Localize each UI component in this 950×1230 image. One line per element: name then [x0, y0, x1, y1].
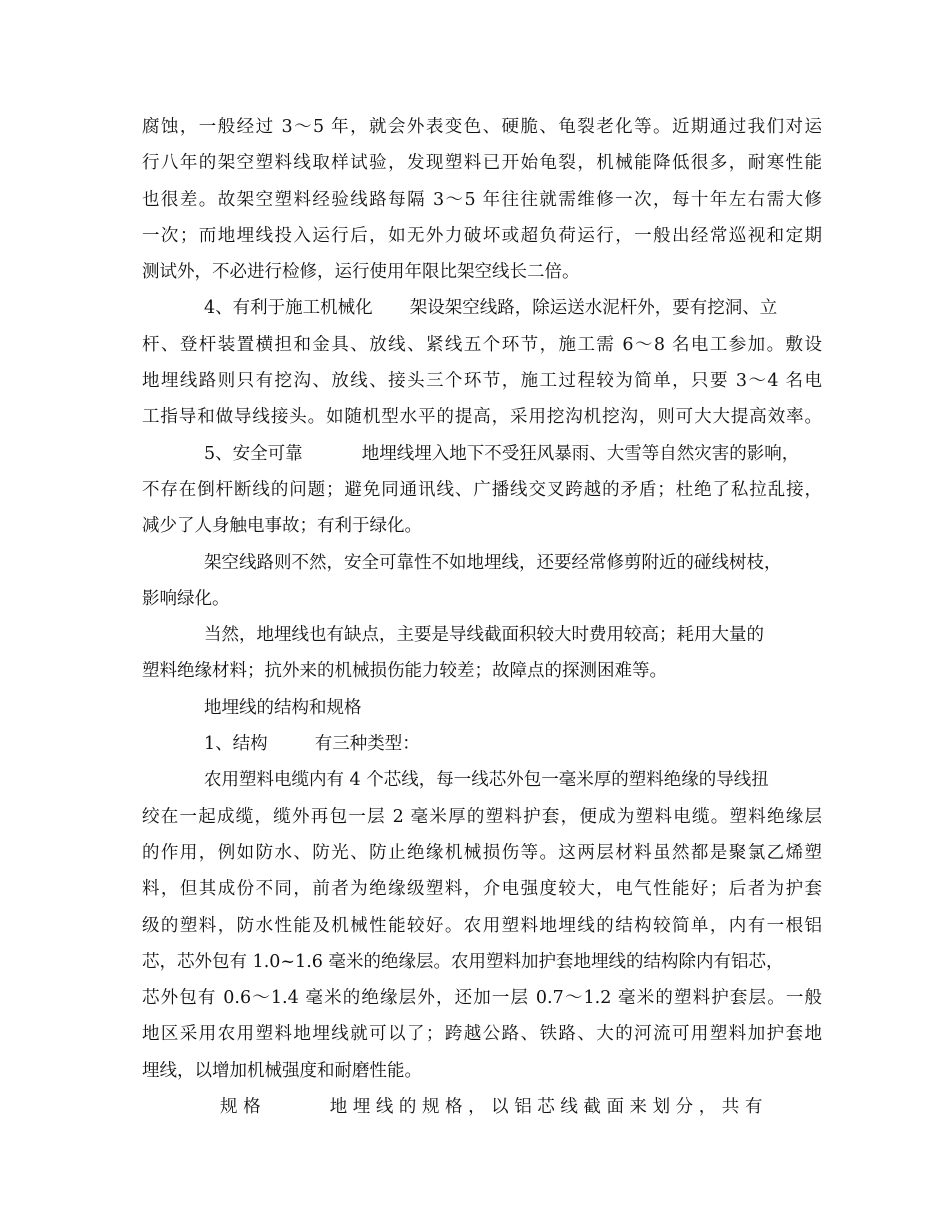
section-line: [142, 726, 822, 762]
text-line: 芯，芯外包有 1.0~1.6 毫米的绝缘层。农用塑料加护套地埋线的结构除内有铝芯，: [142, 951, 784, 972]
text-line: 塑料绝缘材料；抗外来的机械损伤能力较差；故障点的探测困难等。: [142, 661, 667, 682]
section-line: [142, 1089, 822, 1125]
text-line: 绞在一起成缆，缆外再包一层 2 毫米厚的塑料护套，便成为塑料电缆。塑料绝缘层: [142, 806, 822, 827]
section-heading: 5、安全可靠: [204, 443, 303, 464]
section-line: [142, 436, 822, 472]
subsection-title: 地埋线的结构和规格: [204, 697, 362, 718]
document-body: [142, 109, 822, 1125]
text-line: 不存在倒杆断线的问题；避免同通讯线、广播线交叉跨越的矛盾；杜绝了私拉乱接，: [142, 479, 822, 500]
section-heading: 规 格: [220, 1097, 261, 1118]
section-text: 地 埋 线 的 规 格 ， 以 铝 芯 线 截 面 来 划 分 ， 共 有: [329, 1097, 763, 1118]
text-line: 的作用，例如防水、防光、防止绝缘机械损伤等。这两层材料虽然都是聚氯乙烯塑: [142, 842, 822, 863]
text-line: 减少了人身触电事故；有利于绿化。: [142, 516, 422, 537]
text-line: 地埋线路则只有挖沟、放线、接头三个环节，施工过程较为简单，只要 3～4 名电: [142, 371, 822, 392]
section-text: 架设架空线路，除运送水泥杆外，要有挖洞、立: [409, 298, 778, 319]
section-heading: 4、有利于施工机械化: [204, 298, 373, 319]
section-text: 地埋线埋入地下不受狂风暴雨、大雪等自然灾害的影响，: [361, 443, 800, 464]
text-line: 芯外包有 0.6～1.4 毫米的绝缘层外，还加一层 0.7～1.2 毫米的塑料护套层。一般: [142, 988, 822, 1009]
section-line: [142, 290, 822, 326]
text-line: 地区采用农用塑料地埋线就可以了；跨越公路、铁路、大的河流可用塑料加护套地: [142, 1024, 822, 1045]
text-line: 测试外，不必进行检修，运行使用年限比架空线长二倍。: [142, 262, 580, 283]
text-line: 一次；而地埋线投入运行后，如无外力破坏或超负荷运行，一般出经常巡视和定期: [142, 225, 822, 246]
text-line: 影响绿化。: [142, 588, 230, 609]
section-heading: 1、结构: [204, 734, 268, 755]
text-line: 级的塑料，防水性能及机械性能较好。农用塑料地埋线的结构较简单，内有一根铝: [142, 915, 822, 936]
text-line: 腐蚀，一般经过 3～5 年，就会外表变色、硬脆、龟裂老化等。近期通过我们对运: [142, 117, 822, 137]
text-line: 农用塑料电缆内有 4 个芯线，每一线芯外包一毫米厚的塑料绝缘的导线扭: [204, 770, 769, 791]
text-line: 行八年的架空塑料线取样试验，发现塑料已开始龟裂，机械能降低很多，耐寒性能: [142, 153, 822, 174]
text-line: 埋线，以增加机械强度和耐磨性能。: [142, 1060, 422, 1081]
text-line: 杆、登杆装置横担和金具、放线、紧线五个环节，施工需 6～8 名电工参加。敷设: [142, 334, 822, 355]
section-text: 有三种类型：: [314, 734, 420, 755]
text-line: 料，但其成份不同，前者为绝缘级塑料，介电强度较大，电气性能好；后者为护套: [142, 879, 822, 900]
text-line: 也很差。故架空塑料经验线路每隔 3～5 年往往就需维修一次，每十年左右需大修: [142, 189, 822, 210]
text-line: 架空线路则不然，安全可靠性不如地埋线，还要经常修剪附近的碰线树枝，: [204, 552, 782, 573]
text-line: 当然，地埋线也有缺点，主要是导线截面积较大时费用较高；耗用大量的: [204, 625, 764, 646]
text-line: 工指导和做导线接头。如随机型水平的提高，采用挖沟机挖沟，则可大大提高效率。: [142, 407, 822, 428]
